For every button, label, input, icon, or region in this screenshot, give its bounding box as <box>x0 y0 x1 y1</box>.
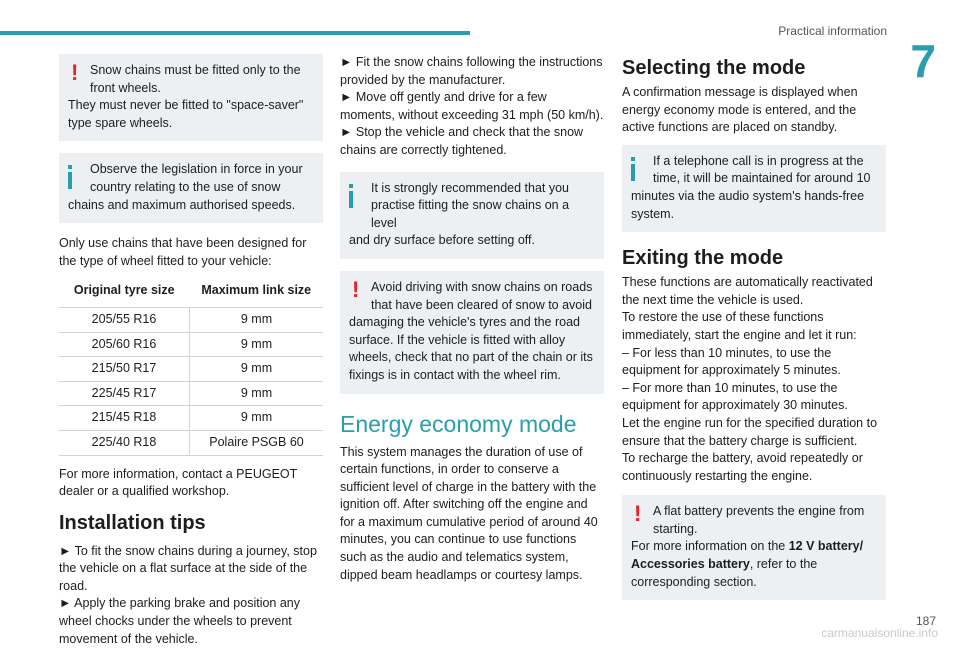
paragraph-exit: – For more than 10 minutes, to use the equipment for approximately 30 minutes. <box>622 380 848 413</box>
step-item <box>340 124 604 159</box>
info-note-practise <box>340 172 604 259</box>
warning-icon: ! <box>634 501 642 527</box>
step-text: Stop the vehicle and check that the snow chains are correctly tightened. <box>340 125 584 157</box>
paragraph-dealer: For more information, contact a PEUGEOT dealer or a qualified workshop. <box>59 466 298 499</box>
section-title: Practical information <box>778 24 887 38</box>
tyre-size-cell: 215/45 R18 <box>59 406 190 431</box>
step-text: Fit the snow chains following the instructions provided by the manufacturer. <box>340 55 603 87</box>
paragraph-exit: – For less than 10 minutes, to use the equipment for approximately 5 minutes. <box>622 345 841 378</box>
arrow-bullet-icon: ► <box>59 596 75 611</box>
page-number: 187 <box>915 614 936 628</box>
tyre-size-cell: 225/45 R17 <box>59 381 190 406</box>
step-item <box>59 595 323 648</box>
info-note-legislation <box>59 153 323 223</box>
watermark: carmanualsonline.info <box>821 626 938 640</box>
info-note-telephone <box>622 145 886 232</box>
table-header: Original tyre size <box>59 278 190 307</box>
table-row <box>59 307 323 332</box>
heading-exiting-mode: Exiting the mode <box>622 247 784 270</box>
info-icon <box>631 157 635 181</box>
paragraph-selecting-mode: A confirmation message is displayed when energy economy mode is entered, and the active functions are placed on standby. <box>622 85 858 135</box>
link-size-cell: 9 mm <box>190 406 324 431</box>
header-accent-bar <box>0 31 470 35</box>
arrow-bullet-icon: ► <box>59 543 75 558</box>
link-size-cell: 9 mm <box>190 332 324 357</box>
warning-text-first: A flat battery prevents the engine from starting. <box>653 504 865 536</box>
table-row <box>59 406 323 431</box>
warning-icon: ! <box>71 60 79 85</box>
heading-installation-tips: Installation tips <box>59 511 206 534</box>
warning-text-pre: For more information on the <box>631 539 789 554</box>
tyre-size-cell: 205/60 R16 <box>59 332 190 357</box>
table-header: Maximum link size <box>190 278 324 307</box>
table-row <box>59 430 323 455</box>
info-text-rest: and dry surface before setting off. <box>349 233 535 248</box>
tyre-size-cell: 215/50 R17 <box>59 357 190 382</box>
info-text-rest: minutes via the audio system's hands-free system. <box>631 188 865 221</box>
link-size-cell: 9 mm <box>190 307 324 332</box>
table-row <box>59 332 323 357</box>
heading-selecting-mode: Selecting the mode <box>622 57 806 79</box>
info-text-rest: chains and maximum authorised speeds. <box>68 197 296 212</box>
arrow-bullet-icon: ► <box>340 55 356 69</box>
arrow-bullet-icon: ► <box>340 125 356 140</box>
warning-note-snow-chains <box>59 54 323 141</box>
tyre-size-cell: 205/55 R16 <box>59 307 190 332</box>
column-1 <box>59 54 323 656</box>
warning-text-post: , refer to the corresponding section. <box>631 557 818 589</box>
link-size-cell: Polaire PSGB 60 <box>190 430 324 455</box>
column-3 <box>622 54 886 612</box>
info-text-first: If a telephone call is in progress at the time, it will be maintained for around 10 <box>653 153 871 186</box>
paragraph-exit: These functions are automatically reactivated the next time the vehicle is used. <box>622 275 873 307</box>
step-text: To fit the snow chains during a journey, stop the vehicle on a flat surface at the side of the road. <box>59 543 317 593</box>
paragraph-energy-economy: This system manages the duration of use of certain functions, in order to conserve a sufficient level of charge in the battery with the ignition off. After switching off the engine and for a maximum cumulative period of around 40 minutes, you can continue to use functions such as the audio and telematics system, dipped beam headlamps or courtesy lamps. <box>340 444 598 582</box>
info-text-first: Observe the legislation in force in your country relating to the use of snow <box>90 162 303 194</box>
warning-note-cleared-roads <box>340 271 604 394</box>
heading-energy-economy: Energy economy mode <box>340 410 577 437</box>
column-2 <box>340 54 604 592</box>
tyre-size-cell: 225/40 R18 <box>59 430 190 455</box>
warning-icon: ! <box>352 276 360 302</box>
warning-note-flat-battery <box>622 495 886 600</box>
step-text: Apply the parking brake and position any wheel chocks under the wheels to prevent movement of the vehicle. <box>59 596 300 646</box>
paragraph-exit: Let the engine run for the specified duration to ensure that the battery charge is sufficient. <box>622 415 878 448</box>
warning-text-first: Avoid driving with snow chains on roads that have been cleared of snow to avoid <box>371 279 593 312</box>
paragraph-chain-type: Only use chains that have been designed for the type of wheel fitted to your vehicle: <box>59 236 307 268</box>
step-text: Move off gently and drive for a few moments, without exceeding 31 mph (50 km/h). <box>340 90 604 122</box>
step-item <box>340 89 604 124</box>
info-icon <box>349 184 353 208</box>
info-icon <box>68 165 72 189</box>
arrow-bullet-icon: ► <box>340 90 356 105</box>
step-item <box>340 54 604 89</box>
paragraph-exit: To restore the use of these functions immediately, start the engine and let it run: <box>622 310 857 342</box>
chapter-number: 7 <box>910 35 936 87</box>
table-row <box>59 381 323 406</box>
link-size-cell: 9 mm <box>190 357 324 382</box>
warning-text-first: Snow chains must be fitted only to the front wheels. <box>90 63 301 95</box>
paragraph-exit: To recharge the battery, avoid repeatedly or continuously restarting the engine. <box>622 451 863 483</box>
info-text-first: It is strongly recommended that you practise fitting the snow chains on a level <box>371 180 570 230</box>
battery-reference: 12 V battery/ Accessories battery <box>631 539 864 572</box>
warning-text-rest: They must never be fitted to "space-saver" type spare wheels. <box>68 98 304 130</box>
link-size-cell: 9 mm <box>190 381 324 406</box>
table-row <box>59 357 323 382</box>
tyre-chain-table <box>59 278 323 455</box>
step-item <box>59 543 323 596</box>
warning-text-rest: damaging the vehicle's tyres and the road surface. If the vehicle is fitted with alloy wheels, check that no part of the chain or its fixings is in contact with the wheel rim. <box>349 315 593 382</box>
